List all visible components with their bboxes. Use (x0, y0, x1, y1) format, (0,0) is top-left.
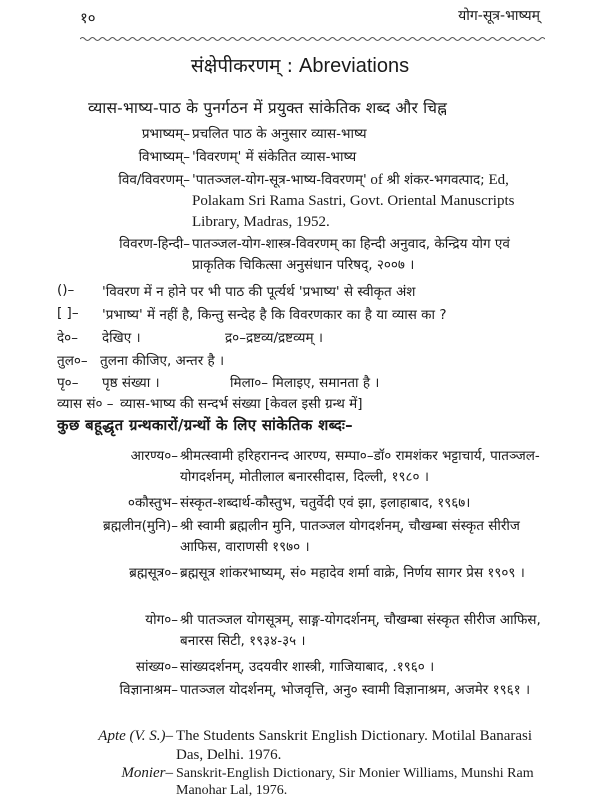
abbr-definition: श्रीमत्स्वामी हरिहरानन्द आरण्य, सम्पा०–डॉ० रामशंकर भट्टाचार्य, पातञ्जल-योगदर्शनम्, मोतीलाल बनारसीदास, दिल्ली, १९८० । (180, 448, 540, 485)
symbol-text: तुलना कीजिए, अन्तर है । (100, 353, 225, 369)
abbr-term: Apte (V. S.)– (98, 728, 173, 744)
symbol-label: [ ]– (57, 305, 79, 321)
abbr-definition: श्री पातञ्जल योगसूत्रम्, साङ्ग-योगदर्शनम्, चौखम्बा संस्कृत सीरीज आफिस, बनारस सिटी, १९३४-३५ । (180, 612, 541, 649)
symbol-text: देखिए । (102, 330, 141, 346)
abbr-definition: संस्कृत-शब्दार्थ-कौस्तुभ, चतुर्वेदी एवं झा, इलाहाबाद, १९६७। (180, 495, 471, 511)
abbr-definition: प्रचलित पाठ के अनुसार व्यास-भाष्य (192, 126, 367, 142)
symbol-text-2: मिला०– मिलाइए, समानता है । (230, 375, 380, 391)
symbol-text-2: द्र०–द्रष्टव्य/द्रष्टव्यम् । (225, 330, 323, 346)
symbol-text: पृष्ठ संख्या । (102, 375, 160, 391)
definition-hindi-author: श्री शंकर-भगवत्पाद; (386, 172, 485, 188)
symbol-label: पृ०– (57, 375, 79, 391)
abbr-term: सांख्य०– (135, 659, 178, 675)
abbr-term: विज्ञानाश्रम– (119, 682, 178, 698)
abbr-term: Monier– (121, 765, 173, 781)
abbr-definition: पातञ्जल-योग-शास्त्र-विवरणम् का हिन्दी अनुवाद, केन्द्रिय योग एवं प्राकृतिक चिकित्सा अनुसंधान परिषद्, २००७ । (192, 236, 510, 273)
abbr-definition: पातञ्जल योदर्शनम्, भोजवृत्ति, अनु० स्वामी विज्ञानाश्रम, अजमेर १९६१ । (180, 682, 531, 698)
abbr-definition: The Students Sanskrit English Dictionary. Motilal Banarasi Das, Delhi. 1976. (176, 728, 533, 763)
abbr-definition: Sanskrit-English Dictionary, Sir Monier Williams, Munshi Ram Manohar Lal, 1976. (176, 766, 534, 798)
abbr-definition: ब्रह्मसूत्र शांकरभाष्यम्, सं० महादेव शर्मा वाक्रे, निर्णय सागर प्रेस १९०९ । (180, 565, 525, 581)
abbr-definition (192, 170, 548, 233)
title-hindi: संक्षेपीकरणम् : (190, 55, 300, 77)
symbol-text: व्यास-भाष्य की सन्दर्भ संख्या [केवल इसी ग्रन्थ में] (120, 396, 363, 412)
symbol-label: ()– (57, 282, 75, 298)
abbr-definition: 'विवरणम्' में संकेतित व्यास-भाष्य (192, 149, 357, 165)
abbr-term: प्रभाष्यम्– (141, 126, 190, 142)
symbol-label: दे०– (57, 330, 78, 346)
wavy-divider (80, 35, 545, 43)
page-title (0, 52, 600, 78)
page-number: १० (80, 9, 96, 27)
abbr-term: विभाष्यम्– (138, 149, 190, 165)
title-english: Abreviations (299, 55, 410, 77)
symbol-label: तुल०– (57, 353, 88, 369)
abbr-term: विवरण-हिन्दी– (119, 236, 190, 252)
running-title: योग-सूत्र-भाष्यम् (458, 8, 540, 24)
symbol-text: 'विवरण में न होने पर भी पाठ की पूर्त्यर्थ 'प्रभाष्य' से स्वीकृत अंश (102, 284, 416, 300)
abbr-definition: सांख्यदर्शनम्, उदयवीर शास्त्री, गाजियाबाद, .१९६० । (180, 659, 435, 675)
symbol-label: व्यास सं० – (57, 396, 114, 412)
abbr-term: ०कौस्तुभ– (127, 495, 178, 511)
symbol-text: 'प्रभाष्य' में नहीं है, किन्तु सन्देह है कि विवरणकार का है या व्यास का ? (102, 307, 447, 323)
abbr-term: विव/विवरणम्– (118, 172, 190, 188)
abbr-term: योग०– (145, 612, 178, 628)
abbr-term: ब्रह्मसूत्र०– (129, 565, 178, 581)
section2-heading: कुछ बहूद्धृत ग्रन्थकारों/ग्रन्थों के लिए सांकेतिक शब्दः– (57, 416, 353, 434)
definition-english: Ed, Polakam Sri Rama Sastri, Govt. Oriental Manuscripts Library, Madras, 1952. (192, 172, 515, 230)
abbr-definition: श्री स्वामी ब्रह्मलीन मुनि, पातञ्जल योगदर्शनम्, चौखम्बा संस्कृत सीरीज आफिस, वाराणसी १९७० । (180, 518, 520, 555)
section1-heading: व्यास-भाष्य-पाठ के पुनर्गठन में प्रयुक्त सांकेतिक शब्द और चिह्न (88, 99, 448, 117)
abbr-term: आरण्य०– (130, 448, 178, 464)
definition-hindi: 'पातञ्जल-योग-सूत्र-भाष्य-विवरणम्' (192, 172, 367, 188)
abbr-term: ब्रह्मलीन(मुनि)– (102, 518, 178, 534)
definition-of: of (366, 172, 387, 188)
